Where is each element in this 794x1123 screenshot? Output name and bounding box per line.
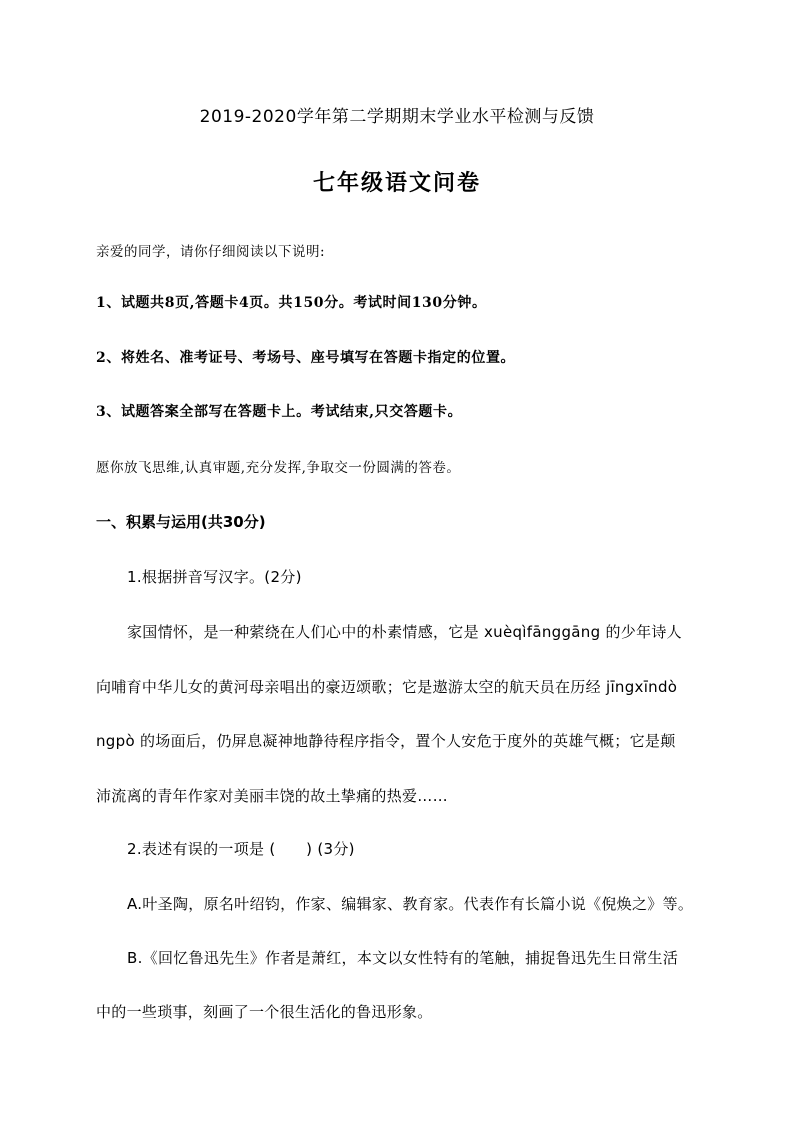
greeting-text: 亲爱的同学，请你仔细阅读以下说明:: [96, 244, 326, 260]
passage-line-2: 向哺育中华儿女的黄河母亲唱出的豪迈颂歌；它是遨游太空的航天员在历经 jīngxīndò: [96, 678, 678, 696]
option-a: A.叶圣陶，原名叶绍钧，作家、编辑家、教育家。代表作有长篇小说《倪焕之》等。: [127, 895, 694, 913]
passage-line-1: 家国情怀，是一种萦绕在人们心中的朴素情感，它是 xuèqìfānggāng 的少年诗人: [127, 623, 682, 641]
wish-text: 愿你放飞思维,认真审题,充分发挥,争取交一份圆满的答卷。: [96, 460, 461, 476]
section-heading: 一、积累与运用(共30分): [96, 513, 266, 531]
passage-line-4: 沛流离的青年作家对美丽丰饶的故土挚痛的热爱……: [96, 787, 448, 805]
option-b-line-2: 中的一些琐事，刻画了一个很生活化的鲁迅形象。: [96, 1003, 433, 1021]
question-1-prompt: 1.根据拼音写汉字。(2分): [127, 568, 302, 586]
passage-line-3: ngpò 的场面后，仍屏息凝神地静待程序指令，置个人安危于度外的英雄气概；它是颠: [96, 732, 676, 750]
instruction-item-2: 2、将姓名、准考证号、考场号、座号填写在答题卡指定的位置。: [96, 350, 516, 366]
option-b-line-1: B.《回忆鲁迅先生》作者是萧红，本文以女性特有的笔触，捕捉鲁迅先生日常生活: [127, 949, 679, 967]
instruction-item-1: 1、试题共8页,答题卡4页。共150分。考试时间130分钟。: [96, 295, 487, 311]
exam-title: 七年级语文问卷: [312, 170, 481, 196]
exam-subtitle: 2019-2020学年第二学期期末学业水平检测与反馈: [199, 107, 595, 127]
question-2-prompt: 2.表述有误的一项是 ( ) (3分): [127, 840, 355, 858]
instruction-item-3: 3、试题答案全部写在答题卡上。考试结束,只交答题卡。: [96, 404, 463, 420]
